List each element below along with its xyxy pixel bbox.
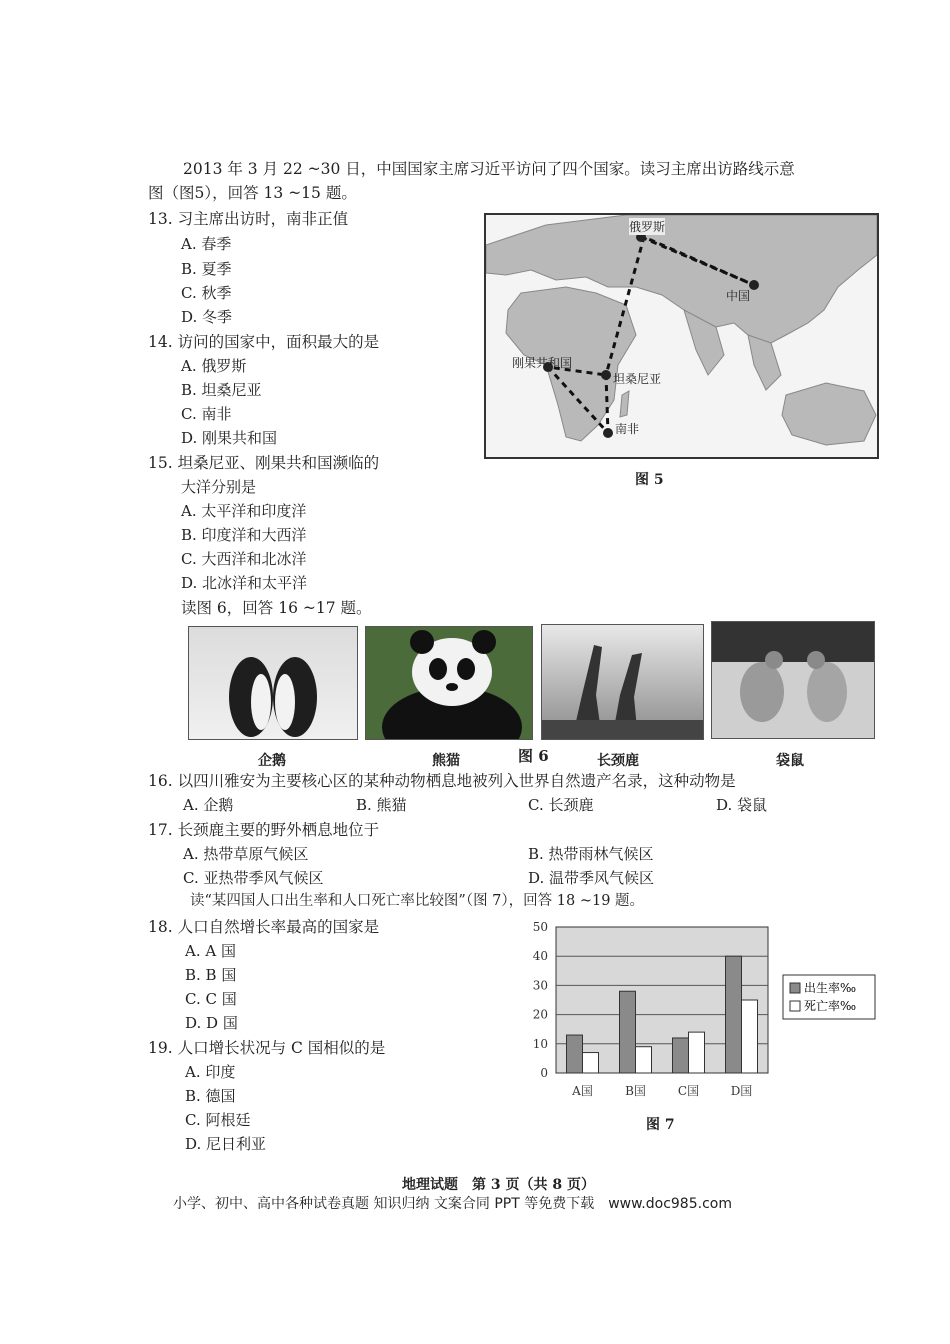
q13-option-c: C. 秋季 [181,284,232,302]
route-map-svg [486,215,877,457]
intro-line-2: 图（图5），回答 13 ~15 题。 [148,184,357,202]
q16-stem: 16. 以四川雅安为主要核心区的某种动物栖息地被列入世界自然遗产名录，这种动物是 [148,772,736,790]
q13-option-b: B. 夏季 [181,260,232,278]
page-number: 地理试题 第 3 页（共 8 页） [402,1177,595,1193]
figure-6-caption: 图 6 [518,747,549,765]
bar-death-1 [636,1047,652,1073]
bar-death-2 [689,1032,705,1073]
giraffe-photo [541,624,704,740]
q18-option-a: A. A 国 [185,942,236,960]
q16-option-b: B. 熊猫 [356,796,407,814]
y-tick-label: 50 [532,920,548,934]
intro-figure-6: 读图 6，回答 16 ~17 题。 [181,599,372,617]
y-tick-label: 30 [532,978,548,993]
bar-birth-3 [726,956,742,1073]
q15-stem-1: 15. 坦桑尼亚、刚果共和国濒临的 [148,454,380,472]
q15-option-c: C. 大西洋和北冰洋 [181,550,307,568]
legend-swatch-death [790,1001,800,1011]
q14-option-a: A. 俄罗斯 [181,357,247,375]
y-tick-label: 20 [532,1007,548,1022]
q16-option-c: C. 长颈鹿 [528,796,594,814]
q16-option-d: D. 袋鼠 [716,796,768,814]
q14-stem: 14. 访问的国家中，面积最大的是 [148,333,380,351]
q15-option-d: D. 北冰洋和太平洋 [181,574,308,592]
giraffe-label: 长颈鹿 [597,753,639,769]
south-africa-marker [603,428,613,438]
q17-option-b: B. 热带雨林气候区 [528,845,654,863]
penguin-label: 企鹅 [258,753,286,769]
penguin-photo [188,626,358,740]
q14-option-c: C. 南非 [181,405,232,423]
q14-option-b: B. 坦桑尼亚 [181,381,262,399]
birth-death-rate-chart [520,915,880,1105]
label-russia: 俄罗斯 [629,220,666,234]
route-map [484,213,879,459]
intro-figure-7: 读“某四国人口出生率和人口死亡率比较图”（图 7），回答 18 ~19 题。 [190,893,645,909]
q15-option-b: B. 印度洋和大西洋 [181,526,307,544]
label-congo: 刚果共和国 [512,356,573,370]
legend-label-birth: 出生率‰ [804,981,857,995]
intro-line-1: 2013 年 3 月 22 ~30 日，中国国家主席习近平访问了四个国家。读习主席出访路线示意 [183,160,795,178]
x-tick-label: D国 [730,1084,753,1098]
chart-legend [783,975,875,1019]
legend-label-death: 死亡率‰ [804,999,857,1013]
label-south-africa: 南非 [615,422,640,436]
q17-stem: 17. 长颈鹿主要的野外栖息地位于 [148,821,380,839]
continent-australia [782,383,876,445]
x-tick-label: C国 [677,1084,700,1098]
q18-stem: 18. 人口自然增长率最高的国家是 [148,918,380,936]
bar-death-0 [583,1053,599,1073]
x-tick-label: B国 [625,1084,646,1098]
q19-stem: 19. 人口增长状况与 C 国相似的是 [148,1039,386,1057]
bar-birth-0 [567,1035,583,1073]
madagascar [620,391,629,417]
figure-5-caption: 图 5 [635,472,664,488]
q15-stem-2: 大洋分别是 [181,478,257,496]
y-tick-label: 0 [540,1066,548,1080]
y-tick-label: 40 [532,949,548,964]
q18-option-c: C. C 国 [185,990,237,1008]
figure-7-caption: 图 7 [646,1117,675,1133]
legend-swatch-birth [790,983,800,993]
q15-option-a: A. 太平洋和印度洋 [181,502,307,520]
panda-label: 熊猫 [432,753,460,769]
bar-birth-1 [620,991,636,1073]
q17-option-d: D. 温带季风气候区 [528,869,655,887]
q13-option-a: A. 春季 [181,235,232,253]
footer-ad: 小学、初中、高中各种试卷真题 知识归纳 文案合同 PPT 等免费下载 www.doc985.com [173,1196,732,1212]
kangaroo-photo [711,621,875,739]
label-tanzania: 坦桑尼亚 [613,372,662,386]
panda-photo [365,626,533,740]
q18-option-b: B. B 国 [185,966,237,984]
y-tick-label: 10 [532,1036,548,1051]
q16-option-a: A. 企鹅 [183,796,234,814]
tanzania-marker [601,370,611,380]
q14-option-d: D. 刚果共和国 [181,429,278,447]
china-marker [749,280,759,290]
continent-southeast-asia [748,335,781,390]
label-china: 中国 [726,289,751,303]
q17-option-c: C. 亚热带季风气候区 [183,869,324,887]
q19-option-a: A. 印度 [185,1063,236,1081]
bar-birth-2 [673,1038,689,1073]
q13-stem: 13. 习主席出访时，南非正值 [148,210,349,228]
q19-option-b: B. 德国 [185,1087,236,1105]
x-tick-label: A国 [572,1084,593,1098]
q19-option-c: C. 阿根廷 [185,1111,251,1129]
q17-option-a: A. 热带草原气候区 [183,845,309,863]
kangaroo-label: 袋鼠 [776,753,804,769]
q13-option-d: D. 冬季 [181,308,233,326]
bar-death-3 [742,1000,758,1073]
q19-option-d: D. 尼日利亚 [185,1135,267,1153]
q18-option-d: D. D 国 [185,1014,238,1032]
